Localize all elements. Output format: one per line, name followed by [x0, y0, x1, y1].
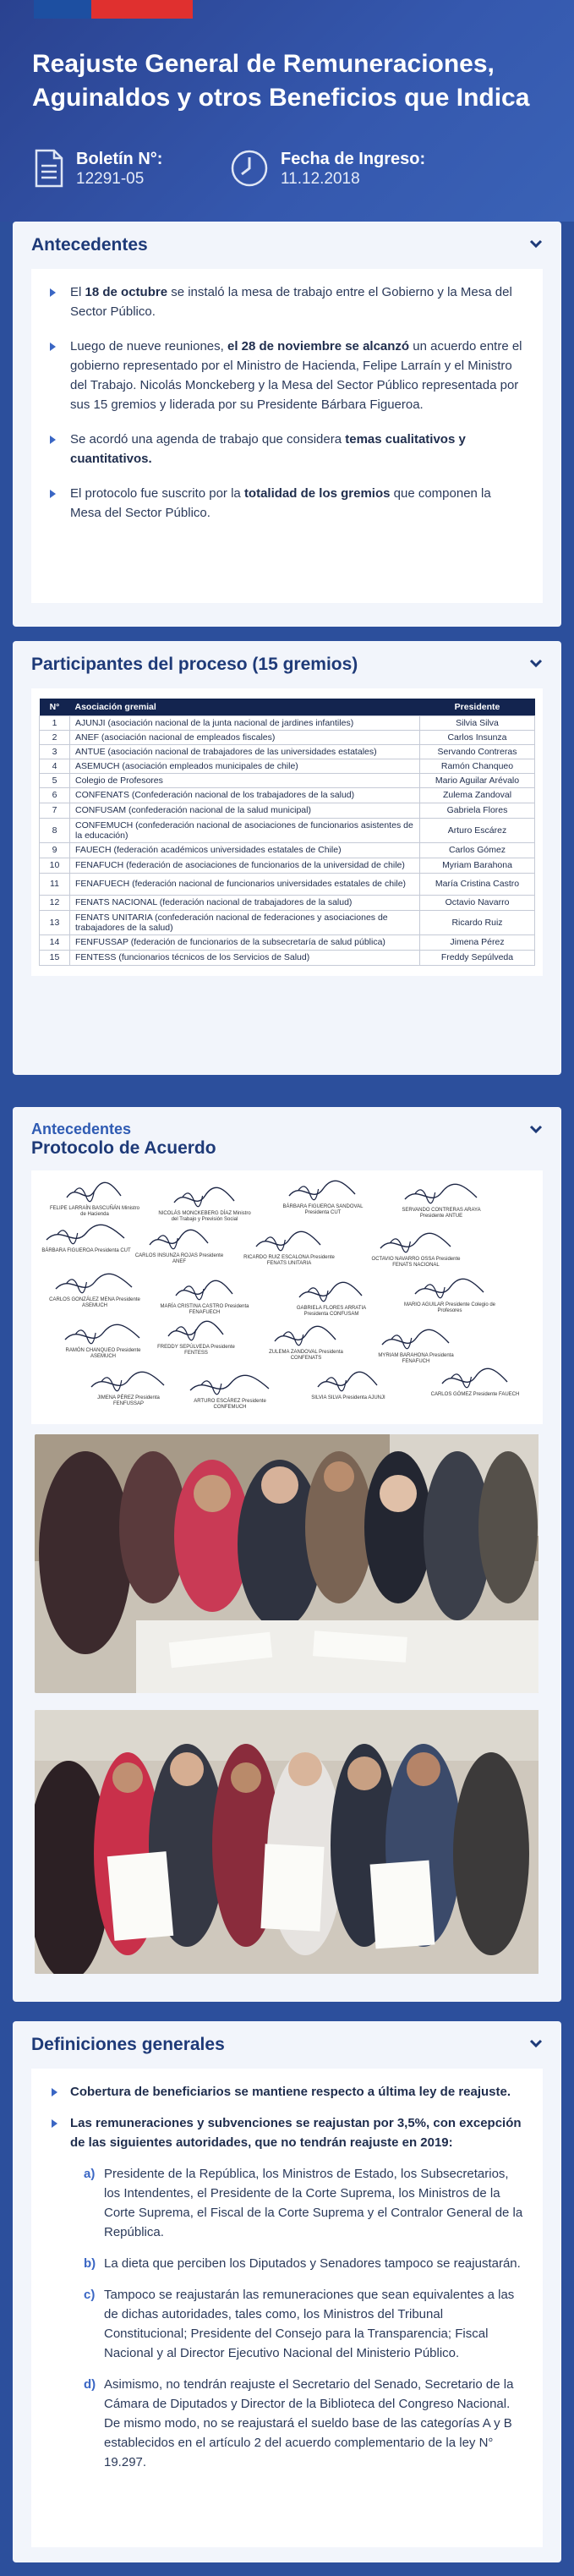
signature: CARLOS GONZÁLEZ MENA Presidente ASEMUCH — [48, 1272, 141, 1309]
row-asociacion: FENATS NACIONAL (federación nacional de trabajadores de la salud) — [70, 895, 420, 910]
row-number: 3 — [40, 744, 70, 759]
row-number: 12 — [40, 895, 70, 910]
row-number: 6 — [40, 787, 70, 803]
row-presidente: Carlos Insunza — [420, 730, 535, 744]
signature: NICOLÁS MONCKEBERG DÍAZ Ministro del Trabajo y Previsión Social — [158, 1186, 251, 1223]
list-item: Las remuneraciones y subvenciones se reajustan por 3,5%, con excepción de las siguientes autoridades, que no tendrán reajuste en 2019: — [50, 2113, 526, 2152]
signature: ZULEMA ZANDOVAL Presidenta CONFENATS — [260, 1324, 353, 1362]
signature: MARÍA CRISTINA CASTRO Presidenta FENAFUECH — [158, 1279, 251, 1316]
row-asociacion: CONFENATS (Confederación nacional de los trabajadores de la salud) — [70, 787, 420, 803]
signature: RICARDO RUIZ ESCALONA Presidente FENATS UNITARIA — [243, 1230, 336, 1267]
page-header — [0, 0, 574, 222]
signature: CARLOS GÓMEZ Presidente FAUECH — [429, 1367, 522, 1398]
participantes-card — [13, 641, 561, 1075]
row-presidente: Zulema Zandoval — [420, 787, 535, 803]
table-row — [40, 895, 535, 910]
table-row — [40, 730, 535, 744]
clock-icon — [230, 149, 269, 192]
row-presidente: Servando Contreras — [420, 744, 535, 759]
signing-photo — [35, 1434, 539, 1693]
group-photo — [35, 1710, 539, 1974]
row-presidente: Freddy Sepúlveda — [420, 950, 535, 965]
signature: SERVANDO CONTRERAS ARAYA Presidente ANTUE — [395, 1182, 488, 1219]
fecha-value: 11.12.2018 — [281, 170, 360, 188]
antecedentes-header[interactable] — [13, 222, 561, 269]
row-presidente: Carlos Gómez — [420, 842, 535, 858]
row-presidente: Gabriela Flores — [420, 803, 535, 818]
chevron-down-icon[interactable] — [529, 2036, 543, 2054]
signature: FELIPE LARRAÍN BASCUÑÁN Ministro de Hacienda — [48, 1181, 141, 1218]
row-asociacion: ASEMUCH (asociación empleados municipales de chile) — [70, 759, 420, 773]
definiciones-title: Definiciones generales — [31, 2035, 225, 2054]
definiciones-list — [31, 2069, 543, 2547]
protocolo-title: Protocolo de Acuerdo — [31, 1138, 216, 1158]
table-row — [40, 803, 535, 818]
boletin-value: 12291-05 — [76, 170, 145, 188]
table-row — [40, 818, 535, 842]
definiciones-header[interactable] — [13, 2021, 561, 2069]
table-row — [40, 715, 535, 730]
chevron-down-icon[interactable] — [529, 237, 543, 255]
participantes-table — [39, 699, 535, 966]
row-presidente: Mario Aguilar Arévalo — [420, 773, 535, 787]
table-row — [40, 773, 535, 787]
page-title: Reajuste General de Remuneraciones, Aguinaldos y otros Beneficios que Indica — [32, 50, 530, 112]
sub-item-b: b) La dieta que perciben los Diputados y Senadores tampoco se reajustarán. — [84, 2256, 521, 2271]
signature: BÁRBARA FIGUEROA SANDOVAL Presidenta CUT — [276, 1179, 369, 1216]
protocolo-header[interactable] — [13, 1107, 561, 1159]
row-presidente: Ramón Chanqueo — [420, 759, 535, 773]
participantes-table-wrap — [31, 688, 543, 976]
signature: MARIO AGUILAR Presidente Colegio de Profesores — [403, 1277, 496, 1314]
row-asociacion: CONFEMUCH (confederación nacional de asociaciones de funcionarios asistentes de la educación) — [70, 818, 420, 842]
col-asociacion-header: Asociación gremial — [70, 699, 420, 715]
sub-item-c: c) Tampoco se reajustarán las remuneraciones que sean equivalentes a las de dichas autoridades, tales como, los Ministros del Tribunal Constitucional; Presidente del Consejo para la Transparencia; Fiscal Nacional y al Director Ejecutivo Nacional del Ministerio Público. — [84, 2288, 515, 2360]
sub-item-a: a) Presidente de la República, los Ministros de Estado, los Subsecretarios, los Intendentes, el Presidente de la Corte Suprema, los Ministros de la Corte Suprema, el Fiscal de la Corte Suprema y el Contralor General de la República. — [84, 2167, 523, 2239]
col-number-header: N° — [40, 699, 70, 715]
definiciones-card — [13, 2021, 561, 2562]
table-row — [40, 759, 535, 773]
protocolo-card — [13, 1107, 561, 2002]
row-number: 9 — [40, 842, 70, 858]
row-presidente: Octavio Navarro — [420, 895, 535, 910]
antecedentes-card — [13, 222, 561, 627]
table-row — [40, 842, 535, 858]
signature: FREDDY SEPÚLVEDA Presidente FENTESS — [150, 1319, 243, 1357]
row-asociacion: AJUNJI (asociación nacional de la junta nacional de jardines infantiles) — [70, 715, 420, 730]
row-number: 14 — [40, 934, 70, 950]
row-asociacion: FENATS UNITARIA (confederación nacional de federaciones y asociaciones de trabajadores de la salud) — [70, 910, 420, 934]
row-number: 2 — [40, 730, 70, 744]
row-presidente: María Cristina Castro — [420, 873, 535, 895]
table-row — [40, 934, 535, 950]
row-presidente: Arturo Escárez — [420, 818, 535, 842]
boletin-info — [34, 149, 230, 192]
row-asociacion: ANEF (asociación nacional de empleados fiscales) — [70, 730, 420, 744]
row-number: 7 — [40, 803, 70, 818]
table-row — [40, 744, 535, 759]
row-number: 11 — [40, 873, 70, 895]
chile-flag-bar — [34, 0, 193, 19]
col-presidente-header: Presidente — [420, 699, 535, 715]
row-number: 8 — [40, 818, 70, 842]
document-icon — [34, 149, 64, 192]
sub-item-d: d) Asimismo, no tendrán reajuste el Secretario del Senado, Secretario de la Cámara de Diputados y Director de la Biblioteca del Congreso Nacional. De mismo modo, no se reajustará el sueldo base de las categorías A y B establecidos en el artículo 2 del acuerdo complementario de la ley N° 19.297. — [84, 2377, 514, 2469]
signature: CARLOS INSUNZA ROJAS Presidente ANEF — [133, 1228, 226, 1265]
signature: ARTURO ESCÁREZ Presidente CONFEMUCH — [183, 1373, 276, 1411]
row-asociacion: Colegio de Profesores — [70, 773, 420, 787]
row-asociacion: FENAFUCH (federación de asociaciones de funcionarios de la universidad de chile) — [70, 858, 420, 873]
fecha-label: Fecha de Ingreso: — [281, 150, 426, 168]
row-asociacion: FENAFUECH (federación nacional de funcionarios universidades estatales de chile) — [70, 873, 420, 895]
table-row — [40, 873, 535, 895]
participantes-title: Participantes del proceso (15 gremios) — [31, 655, 358, 674]
row-number: 1 — [40, 715, 70, 730]
chevron-down-icon[interactable] — [529, 656, 543, 674]
antecedentes-list — [31, 269, 543, 603]
row-number: 5 — [40, 773, 70, 787]
row-number: 4 — [40, 759, 70, 773]
protocolo-subtitle: Antecedentes — [31, 1121, 132, 1137]
list-item: Se acordó una agenda de trabajo que considera temas cualitativos y cuantitativos. — [50, 430, 524, 469]
table-row — [40, 950, 535, 965]
row-number: 13 — [40, 910, 70, 934]
row-presidente: Jimena Pérez — [420, 934, 535, 950]
fecha-info — [230, 149, 426, 192]
table-row — [40, 858, 535, 873]
row-asociacion: FENFUSSAP (federación de funcionarios de la subsecretaría de salud pública) — [70, 934, 420, 950]
boletin-label: Boletín N°: — [76, 150, 163, 168]
antecedentes-title: Antecedentes — [31, 235, 148, 255]
row-number: 10 — [40, 858, 70, 873]
list-item: El 18 de octubre se instaló la mesa de trabajo entre el Gobierno y la Mesa del Sector Público. — [50, 282, 524, 321]
participantes-header[interactable] — [13, 641, 561, 688]
row-number: 15 — [40, 950, 70, 965]
signature: JIMENA PÉREZ Presidenta FENFUSSAP — [82, 1370, 175, 1407]
signature: GABRIELA FLORES ARRATIA Presidenta CONFUSAM — [285, 1280, 378, 1318]
signature: OCTAVIO NAVARRO OSSA Presidente FENATS NACIONAL — [369, 1231, 462, 1269]
signature: RAMÓN CHANQUEO Presidente ASEMUCH — [57, 1323, 150, 1360]
list-item: Cobertura de beneficiarios se mantiene respecto a última ley de reajuste. — [50, 2082, 526, 2102]
row-asociacion: FAUECH (federación académicos universidades estatales de Chile) — [70, 842, 420, 858]
signature: MYRIAM BARAHONA Presidenta FENAFUCH — [369, 1328, 462, 1365]
row-presidente: Ricardo Ruiz — [420, 910, 535, 934]
signature: BÁRBARA FIGUEROA Presidenta CUT — [40, 1223, 133, 1254]
list-item: El protocolo fue suscrito por la totalidad de los gremios que componen la Mesa del Sector Público. — [50, 484, 524, 523]
table-row — [40, 910, 535, 934]
chevron-down-icon[interactable] — [529, 1122, 543, 1140]
signature: SILVIA SILVA Presidenta AJUNJI — [302, 1370, 395, 1401]
row-asociacion: ANTUE (asociación nacional de trabajadores de las universidades estatales) — [70, 744, 420, 759]
table-row — [40, 787, 535, 803]
row-asociacion: FENTESS (funcionarios técnicos de los Servicios de Salud) — [70, 950, 420, 965]
signatures-image — [31, 1170, 543, 1424]
row-presidente: Silvia Silva — [420, 715, 535, 730]
row-asociacion: CONFUSAM (confederación nacional de la salud municipal) — [70, 803, 420, 818]
list-item: Luego de nueve reuniones, el 28 de noviembre se alcanzó un acuerdo entre el gobierno representado por el Ministro de Hacienda, Felipe Larraín y el Ministro del Trabajo. Nicolás Monckeberg y la Mesa del Sector Público representada por sus 15 gremios y liderada por su Presidente Bárbara Figueroa. — [50, 337, 524, 414]
row-presidente: Myriam Barahona — [420, 858, 535, 873]
